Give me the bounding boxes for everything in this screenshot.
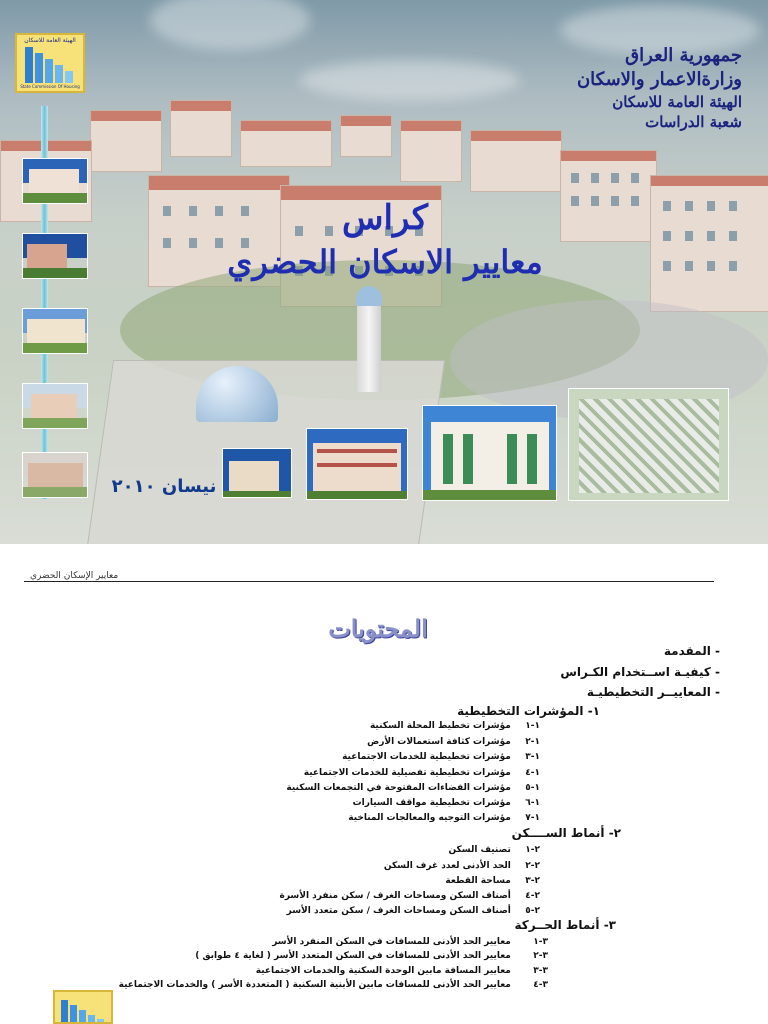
cover-date: نيسان ٢٠١٠: [111, 476, 217, 497]
toc-subentry[interactable]: ١-٢ مؤشرات كثافة استعمالات الأرض: [367, 737, 540, 747]
cover-title-line1: كراس: [342, 198, 428, 238]
thumbnail-photo: [22, 452, 88, 498]
header-republic: جمهورية العراق: [625, 45, 742, 66]
toc-subentry[interactable]: ١-٤ مؤشرات تخطيطية تفصيلية للخدمات الاجتماعية: [303, 768, 540, 778]
building: [650, 175, 768, 312]
toc-title: المحتويات: [328, 614, 428, 643]
building: [170, 100, 232, 157]
toc-entry[interactable]: - المقدمة: [663, 644, 720, 658]
housing-commission-logo-small: [53, 990, 113, 1024]
toc-section[interactable]: ١- المؤشرات التخطيطية: [457, 704, 600, 718]
toc-subentry[interactable]: ٣-٢ معايير الحد الأدنى للمسافات في السكن المتعدد الأسر ( لغاية ٤ طوابق ): [195, 951, 548, 961]
cloud: [300, 60, 520, 100]
toc-subentry[interactable]: ٣-٣ معايير المسافة مابين الوحدة السكنية والخدمات الاجتماعية: [255, 966, 548, 976]
building: [240, 120, 332, 167]
logo-footer: State Commission Of Housing: [20, 84, 80, 89]
toc-subentry[interactable]: ٣-١ معايير الحد الأدنى للمسافات في السكن المنفرد الأسر: [272, 937, 548, 947]
aerial-site-plan-photo: [568, 388, 729, 501]
header-ministry: وزارةالاعمار والاسكان: [576, 69, 742, 90]
header-block: [577, 44, 742, 132]
thumbnail-photo: [22, 233, 88, 279]
toc-subentry[interactable]: ٢-٤ أصناف السكن ومساحات الغرف / سكن منفرد الأسرة: [279, 891, 540, 901]
header-division: شعبة الدراسات: [645, 113, 742, 131]
toc-subentry[interactable]: ٣-٤ معايير الحد الأدنى للمسافات مابين الأبنية السكنية ( المتعددة الأسر ) والخدمات الاجتماعية: [118, 980, 548, 990]
building: [90, 110, 162, 172]
thumbnail-photo: [22, 308, 88, 354]
cover-title: [150, 196, 620, 284]
toc-entry[interactable]: - كيفيـة اســتخدام الكـراس: [560, 665, 720, 679]
toc-entry[interactable]: - المعاييــر التخطيطيـة: [586, 685, 720, 699]
toc-subentry[interactable]: ٢-٣ مساحة القطعة: [445, 876, 540, 886]
thumbnail-photo: [22, 383, 88, 429]
minaret: [357, 300, 381, 392]
header-rule: [24, 581, 714, 582]
housing-commission-logo: [15, 33, 85, 93]
running-head: معايير الإسكان الحضري: [30, 571, 119, 581]
building: [470, 130, 562, 192]
building-photo: [306, 428, 408, 500]
toc-section[interactable]: ٢- أنماط الســــكن: [511, 826, 621, 840]
building: [400, 120, 462, 182]
cover-title-line2: معايير الاسكان الحضري: [227, 243, 543, 281]
toc-subentry[interactable]: ١-٧ مؤشرات التوجيه والمعالجات المناخية: [348, 813, 540, 823]
toc-subentry[interactable]: ١-١ مؤشرات تخطيط المحلة السكنية: [369, 721, 540, 731]
toc-subentry[interactable]: ٢-١ تصنيف السكن: [448, 845, 540, 855]
toc-subentry[interactable]: ٢-٥ أصناف السكن ومساحات الغرف / سكن متعدد الأسر: [286, 906, 540, 916]
building-photo: [222, 448, 292, 498]
toc-section[interactable]: ٣- أنماط الحــركة: [514, 918, 616, 932]
toc-subentry[interactable]: ٢-٢ الحد الأدنى لعدد غرف السكن: [383, 861, 540, 871]
building-photo: [422, 405, 557, 501]
header-commission: الهيئة العامة للاسكان: [612, 93, 742, 111]
toc-subentry[interactable]: ١-٣ مؤشرات تخطيطية للخدمات الاجتماعية: [342, 752, 540, 762]
toc-subentry[interactable]: ١-٥ مؤشرات الفضاءات المفتوحة في التجمعات السكنية: [286, 783, 540, 793]
minaret-dome: [356, 286, 382, 306]
thumbnail-photo: [22, 158, 88, 204]
toc-subentry[interactable]: ١-٦ مؤشرات تخطيطية مواقف السيارات: [352, 798, 540, 808]
cloud: [150, 0, 310, 50]
logo-title: الهيئة العامة للاسكان: [24, 37, 76, 44]
building: [340, 115, 392, 157]
